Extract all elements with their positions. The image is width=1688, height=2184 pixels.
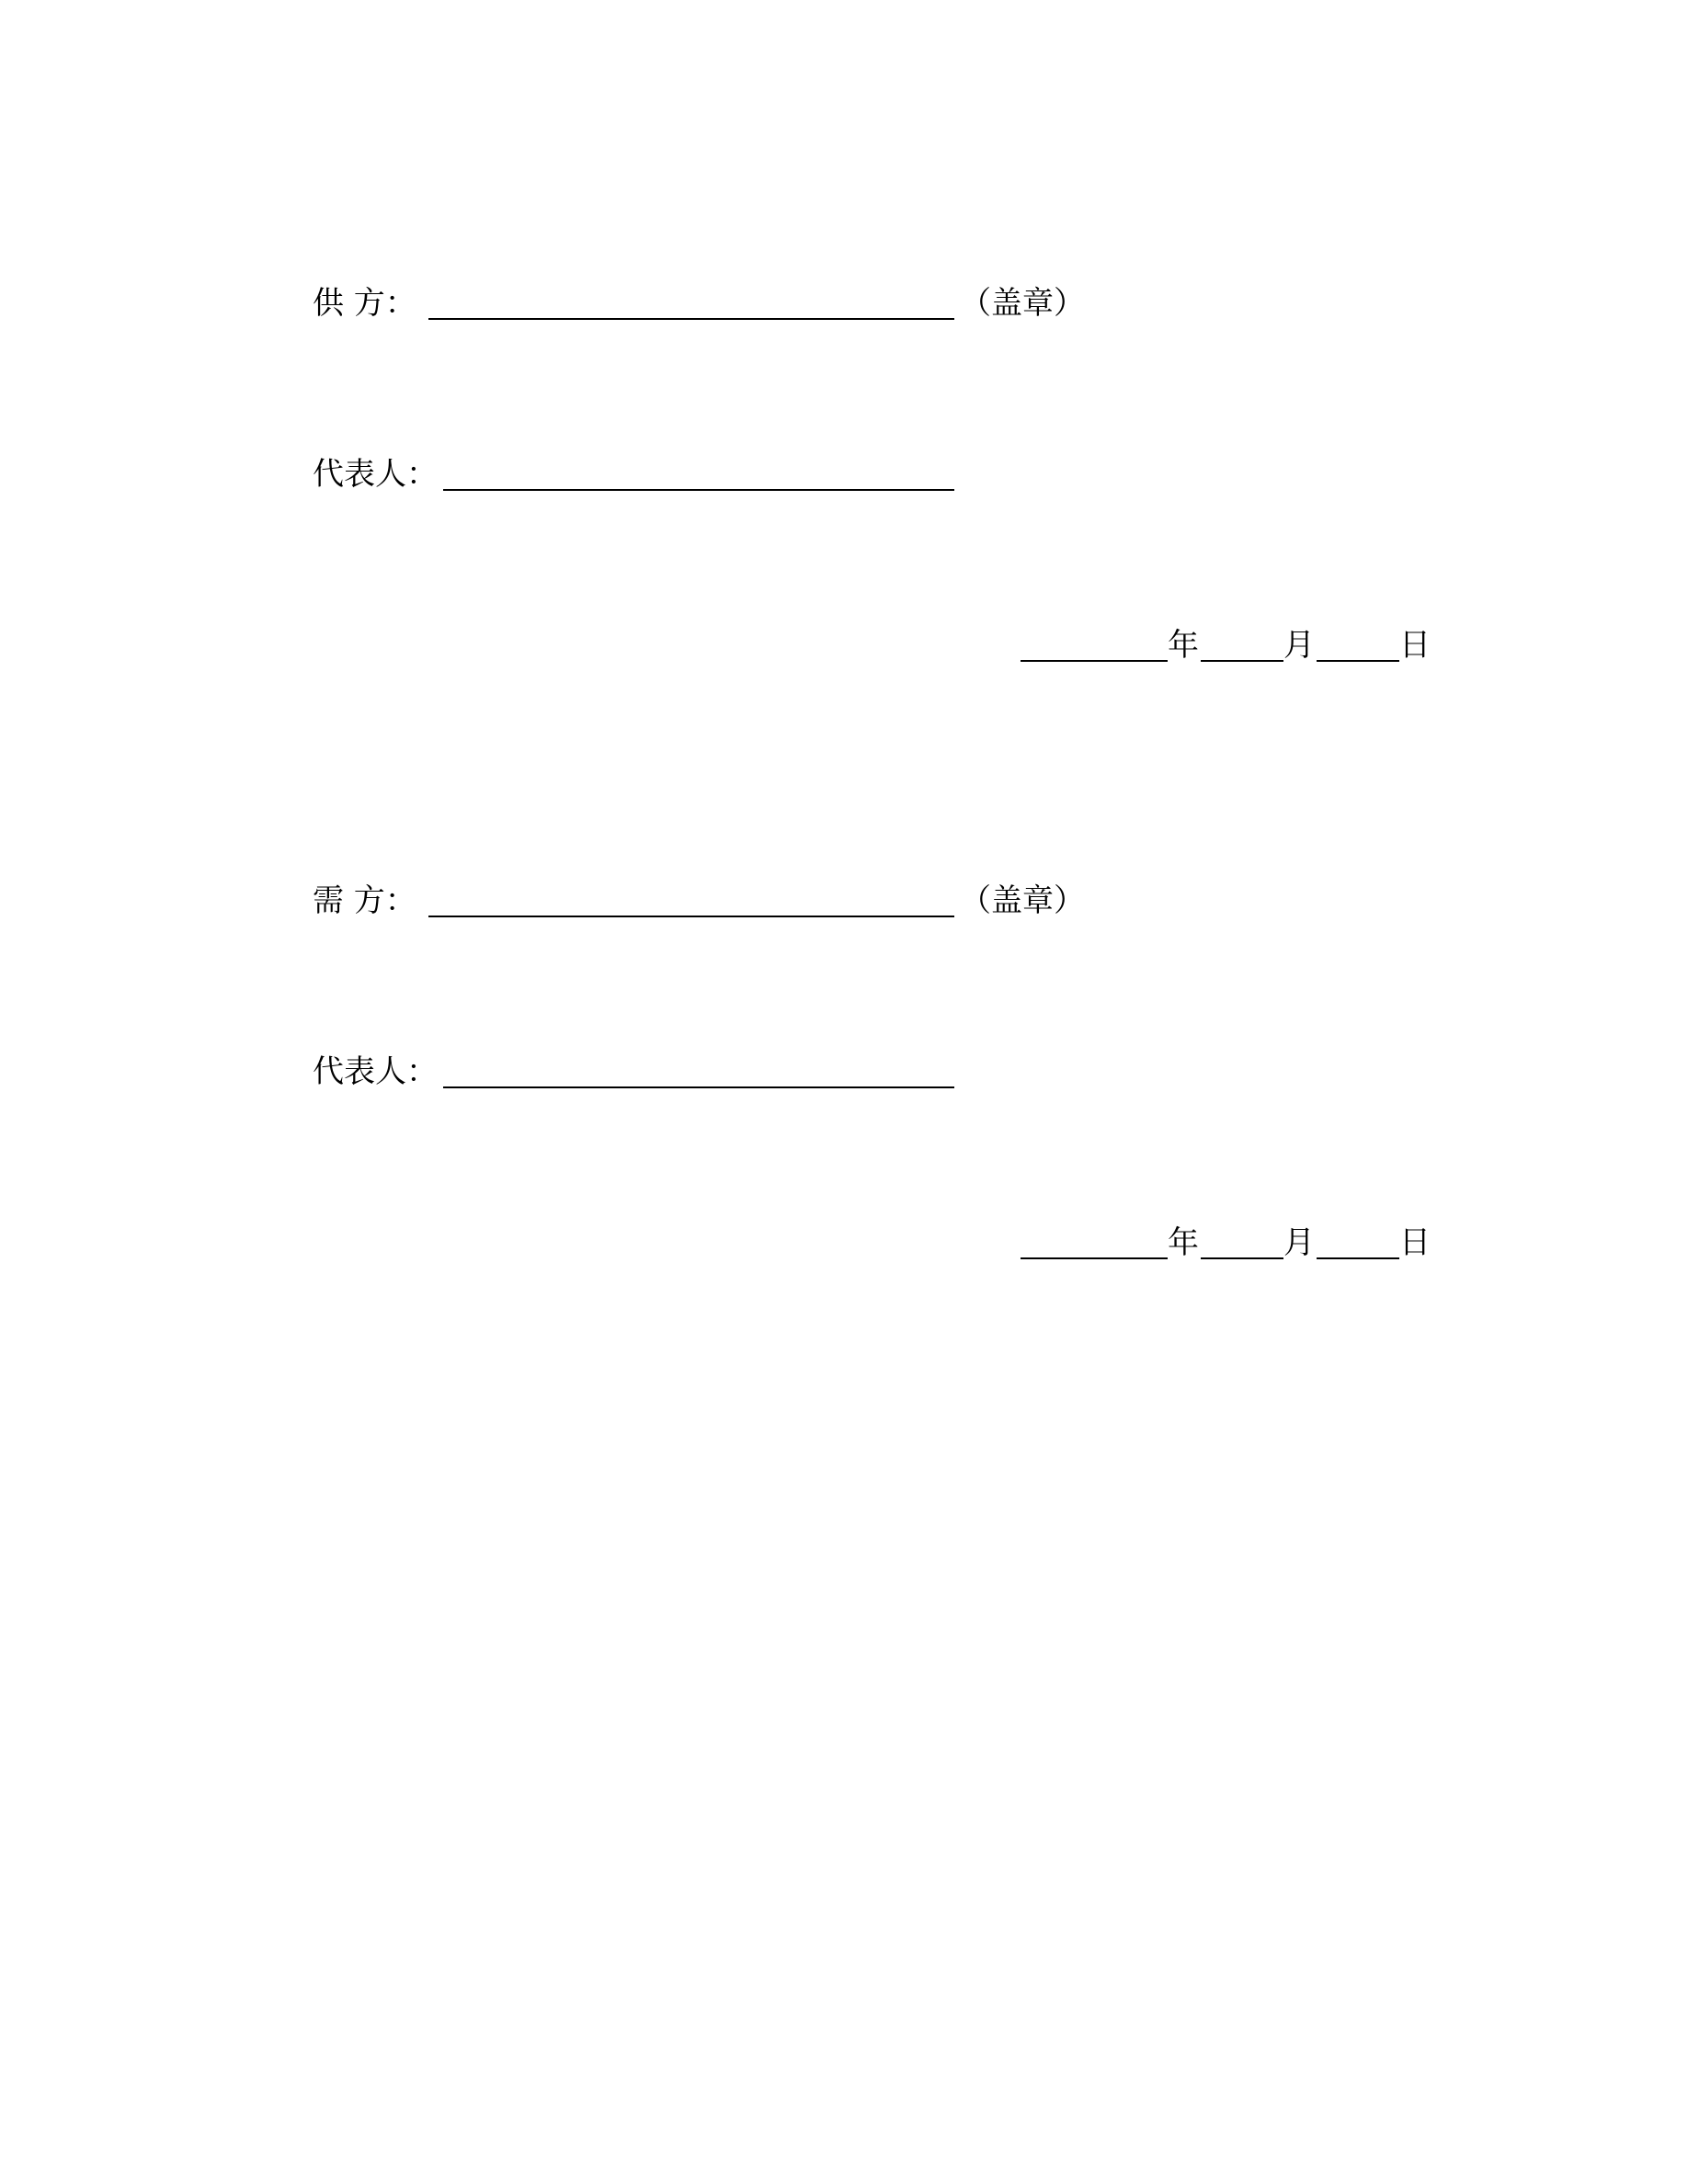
supplier-date-day-field[interactable] — [1317, 660, 1399, 662]
supplier-seal-note: （盖章） — [960, 285, 1085, 322]
supplier-rep-field[interactable] — [443, 489, 954, 491]
supplier-rep-label: 代表人： — [313, 456, 438, 493]
buyer-seal-note: （盖章） — [960, 882, 1085, 919]
supplier-label: 供 方： — [313, 285, 416, 322]
buyer-name-field[interactable] — [428, 916, 954, 917]
buyer-date-day-field[interactable] — [1317, 1257, 1399, 1259]
supplier-date-year-label: 年 — [1168, 627, 1199, 664]
buyer-date-month-label: 月 — [1283, 1224, 1315, 1261]
buyer-label: 需 方： — [313, 882, 416, 919]
buyer-rep-field[interactable] — [443, 1086, 954, 1088]
supplier-name-field[interactable] — [428, 318, 954, 320]
supplier-date-year-field[interactable] — [1021, 660, 1168, 662]
supplier-date-month-label: 月 — [1283, 627, 1315, 664]
buyer-date-year-label: 年 — [1168, 1224, 1199, 1261]
buyer-rep-label: 代表人： — [313, 1053, 438, 1090]
supplier-date-day-label: 日 — [1399, 627, 1431, 664]
buyer-date-month-field[interactable] — [1201, 1257, 1283, 1259]
supplier-date-month-field[interactable] — [1201, 660, 1283, 662]
buyer-date-year-field[interactable] — [1021, 1257, 1168, 1259]
buyer-date-day-label: 日 — [1399, 1224, 1431, 1261]
